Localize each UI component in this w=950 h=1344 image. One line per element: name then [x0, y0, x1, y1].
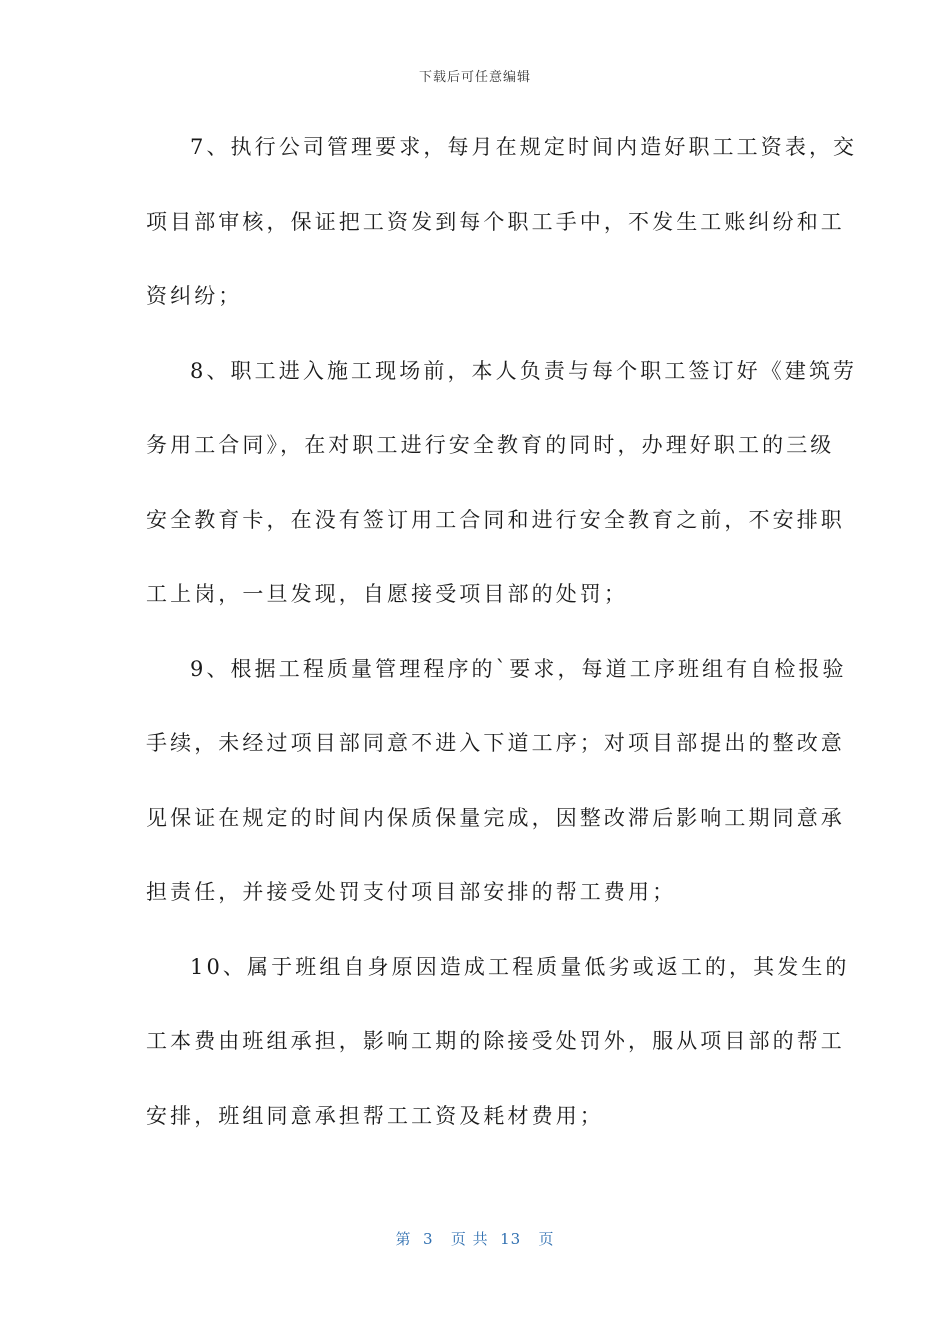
- page-header: 下载后可任意编辑: [418, 70, 531, 85]
- text-line: 8、职工进入施工现场前，本人负责与每个职工签订好《建筑劳: [190, 358, 858, 383]
- text-line: 安排，班组同意承担帮工工资及耗材费用；: [146, 1103, 604, 1128]
- paragraph-10: [146, 944, 850, 1168]
- text-line: 工上岗，一旦发现，自愿接受项目部的处罚；: [146, 582, 628, 606]
- text-line: 工本费由班组承担，影响工期的除接受处罚外，服从项目部的帮工: [146, 1029, 845, 1053]
- text-line: 资纠纷；: [146, 284, 243, 308]
- text-line: 务用工合同》，在对职工进行安全教育的同时，办理好职工的三级: [146, 433, 835, 457]
- text-line: 项目部审核，保证把工资发到每个职工手中，不发生工账纠纷和工: [146, 209, 845, 234]
- text-line: 手续，未经过项目部同意不进入下道工序；对项目部提出的整改意: [146, 731, 845, 755]
- text-line: 9、根据工程质量管理程序的`要求，每道工序班组有自检报验: [190, 656, 847, 681]
- text-line: 10、属于班组自身原因造成工程质量低劣或返工的，其发生的: [190, 954, 850, 979]
- paragraph-7: [146, 124, 858, 348]
- paragraph-9: [146, 646, 847, 944]
- text-line: 安全教育卡，在没有签订用工合同和进行安全教育之前，不安排职: [146, 507, 845, 532]
- text-line: 见保证在规定的时间内保质保量完成，因整改滞后影响工期同意承: [146, 805, 845, 830]
- paragraph-8: [146, 348, 858, 646]
- page-number-footer: 第 3 页 共 13 页: [395, 1230, 555, 1248]
- text-line: 7、执行公司管理要求，每月在规定时间内造好职工工资表，交: [190, 135, 858, 159]
- text-line: 担责任，并接受处罚支付项目部安排的帮工费用；: [146, 880, 677, 904]
- document-body: [146, 124, 858, 1167]
